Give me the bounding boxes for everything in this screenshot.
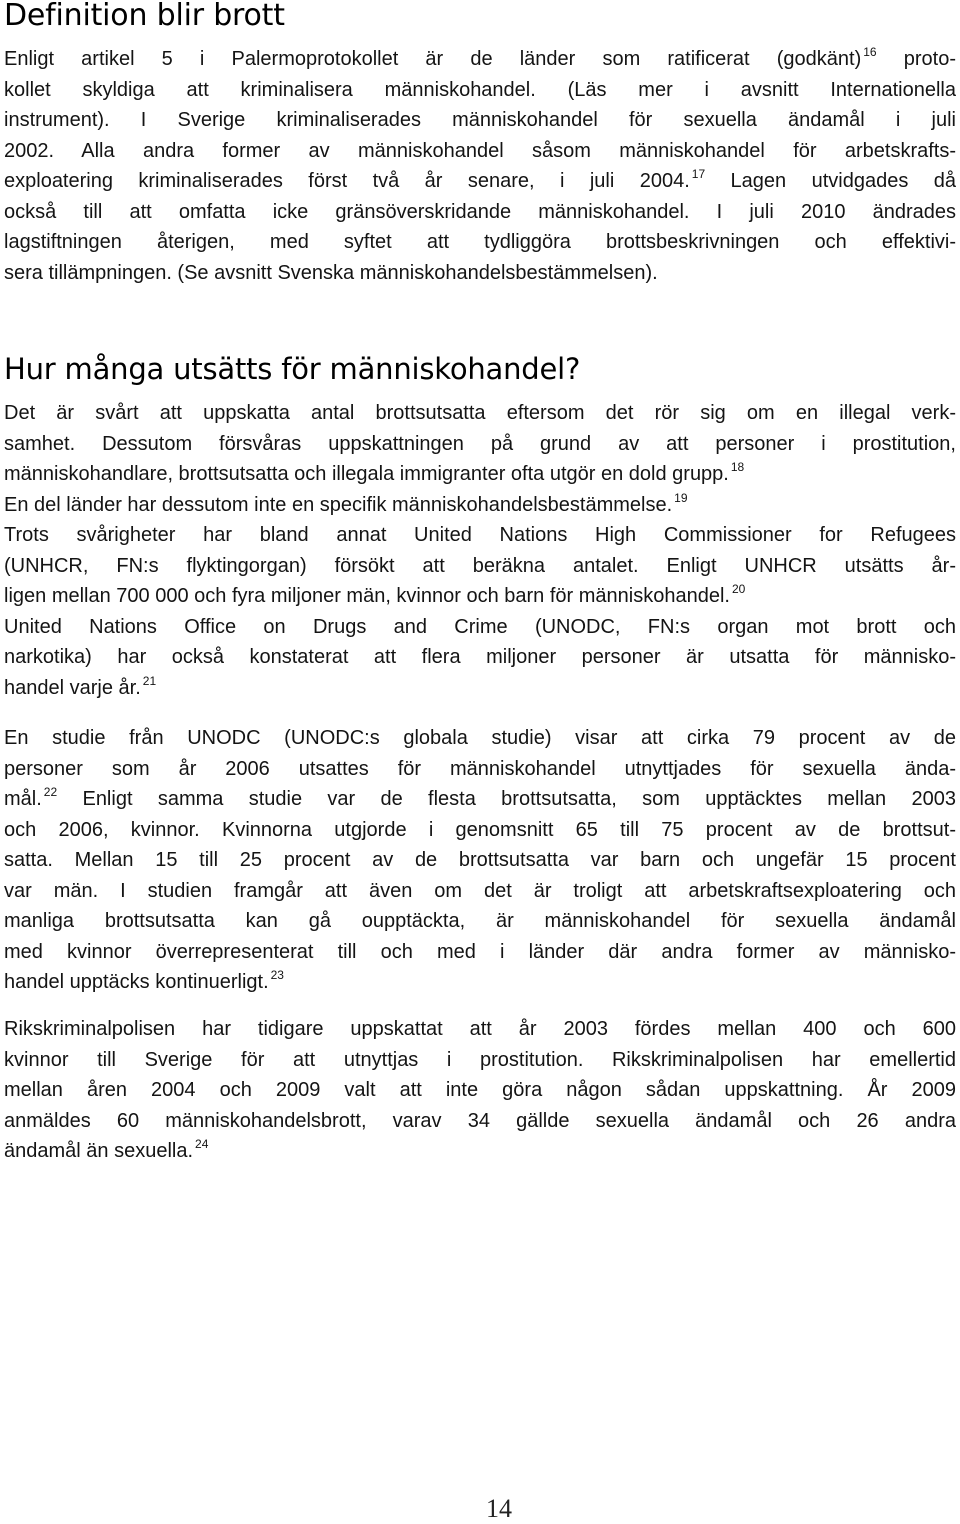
text-line (4, 44, 956, 75)
text-line (4, 105, 956, 136)
text-segment: samhet. Dessutom försvåras uppskattningen på grund av att personer i prostitution, (4, 432, 956, 455)
text-segment: ligen mellan 700 000 och fyra miljoner män, kvinnor och barn för människohandel. (4, 585, 730, 607)
text-segment: Det är svårt att uppskatta antal brottsutsatta eftersom det rör sig om en illegal verk- (4, 402, 956, 424)
paragraph-rikskriminalpolisen (4, 1014, 956, 1167)
heading-definition: Definition blir brott (4, 0, 285, 33)
text-segment: En studie från UNODC (UNODC:s globala studie) visar att cirka 79 procent av de (4, 727, 956, 749)
text-line (4, 754, 956, 785)
text-segment: manliga brottsutsatta kan gå oupptäckta, är människohandel för sexuella ändamål (4, 910, 956, 932)
text-segment: personer som år 2006 utsattes för människohandel utnyttjades för sexuella ända- (4, 757, 956, 780)
text-segment: människohandlare, brottsutsatta och illegala immigranter ofta utgör en dold grupp. (4, 463, 729, 485)
text-segment: med kvinnor överrepresenterat till och med i länder där andra former av människo- (4, 940, 956, 963)
text-line (4, 490, 956, 521)
text-line (4, 906, 956, 937)
text-line (4, 197, 956, 228)
text-line (4, 258, 956, 289)
footnote-reference: 20 (731, 582, 746, 597)
text-line (4, 227, 956, 258)
text-segment: En del länder har dessutom inte en specifik människohandelsbestämmelse. (4, 493, 673, 516)
text-segment: Enligt artikel 5 i Palermoprotokollet är de länder som ratificerat (godkänt) (4, 48, 862, 70)
paragraph-definition (4, 44, 956, 288)
footnote-reference: 16 (863, 45, 877, 60)
text-line (4, 1045, 956, 1076)
text-line (4, 642, 956, 673)
text-segment: ändamål än sexuella. (4, 1140, 194, 1162)
text-line (4, 876, 956, 907)
text-segment: och 2006, kvinnor. Kvinnorna utgjorde i genomsnitt 65 till 75 procent av de brottsut- (4, 818, 956, 841)
text-line (4, 459, 956, 490)
footnote-reference: 17 (691, 167, 706, 182)
text-line (4, 166, 956, 197)
text-segment: handel varje år. (4, 676, 141, 699)
text-line (4, 1014, 956, 1045)
text-line (4, 673, 956, 704)
text-line (4, 75, 956, 106)
text-line (4, 551, 956, 582)
text-line (4, 136, 956, 167)
text-segment: Rikskriminalpolisen har tidigare uppskattat att år 2003 fördes mellan 400 och 600 (4, 1018, 956, 1040)
text-line (4, 612, 956, 643)
text-segment: proto- (876, 48, 956, 70)
heading-how-many: Hur många utsätts för människohandel? (4, 352, 581, 386)
footnote-reference: 18 (730, 460, 745, 475)
text-segment: handel upptäcks kontinuerligt. (4, 971, 269, 993)
text-segment: sera tillämpningen. (Se avsnitt Svenska människohandelsbestämmelsen). (4, 261, 658, 284)
text-segment: också till att omfatta icke gränsöverskridande människohandel. I juli 2010 ändrades (4, 200, 956, 223)
text-segment: narkotika) har också konstaterat att flera miljoner personer är utsatta för människo- (4, 646, 956, 668)
text-segment: anmäldes 60 människohandelsbrott, varav 34 gällde sexuella ändamål och 26 andra (4, 1109, 956, 1132)
text-segment: instrument). I Sverige kriminaliserades människohandel för sexuella ändamål i juli (4, 109, 956, 131)
text-line (4, 1075, 956, 1106)
page-number: 14 (486, 1494, 512, 1523)
text-segment: 2002. Alla andra former av människohandel såsom människohandel för arbetskrafts- (4, 139, 956, 162)
footnote-reference: 22 (43, 785, 58, 800)
text-line (4, 815, 956, 846)
text-line (4, 784, 956, 815)
text-line (4, 520, 956, 551)
paragraph-unodc-study (4, 723, 956, 998)
text-segment: Trots svårigheter har bland annat United Nations High Commissioner for Refugees (4, 524, 956, 546)
text-segment: (UNHCR, FN:s flyktingorgan) försökt att beräkna antalet. Enligt UNHCR utsätts år- (4, 554, 956, 577)
text-line (4, 937, 956, 968)
footnote-reference: 19 (674, 490, 688, 505)
text-line (4, 581, 956, 612)
text-line (4, 429, 956, 460)
text-segment: lagstiftningen återigen, med syftet att tydliggöra brottsbeskrivningen och effektivi- (4, 231, 956, 253)
footnote-reference: 24 (195, 1137, 209, 1152)
text-segment: mål. (4, 788, 42, 810)
text-line (4, 1136, 956, 1167)
footnote-reference: 21 (142, 673, 157, 688)
text-segment: exploatering kriminaliserades först två år senare, i juli 2004. (4, 170, 690, 192)
text-segment: Enligt samma studie var de flesta brottsutsatta, som upptäcktes mellan 2003 (57, 788, 956, 810)
paragraph-estimates (4, 398, 956, 703)
text-segment: United Nations Office on Drugs and Crime (UNODC, FN:s organ mot brott och (4, 615, 956, 638)
text-line (4, 723, 956, 754)
text-line (4, 398, 956, 429)
text-line (4, 1106, 956, 1137)
text-segment: Lagen utvidgades då (705, 170, 956, 192)
text-line (4, 967, 956, 998)
text-segment: mellan åren 2004 och 2009 valt att inte göra någon sådan uppskattning. År 2009 (4, 1079, 956, 1101)
text-segment: satta. Mellan 15 till 25 procent av de brottsutsatta var barn och ungefär 15 procent (4, 849, 956, 871)
text-segment: var män. I studien framgår att även om det är troligt att arbetskraftsexploatering och (4, 879, 956, 902)
text-segment: kvinnor till Sverige för att utnyttjas i prostitution. Rikskriminalpolisen har emellertid (4, 1048, 956, 1071)
footnote-reference: 23 (270, 968, 284, 983)
text-segment: kollet skyldiga att kriminalisera människohandel. (Läs mer i avsnitt Internationella (4, 78, 956, 101)
text-line (4, 845, 956, 876)
